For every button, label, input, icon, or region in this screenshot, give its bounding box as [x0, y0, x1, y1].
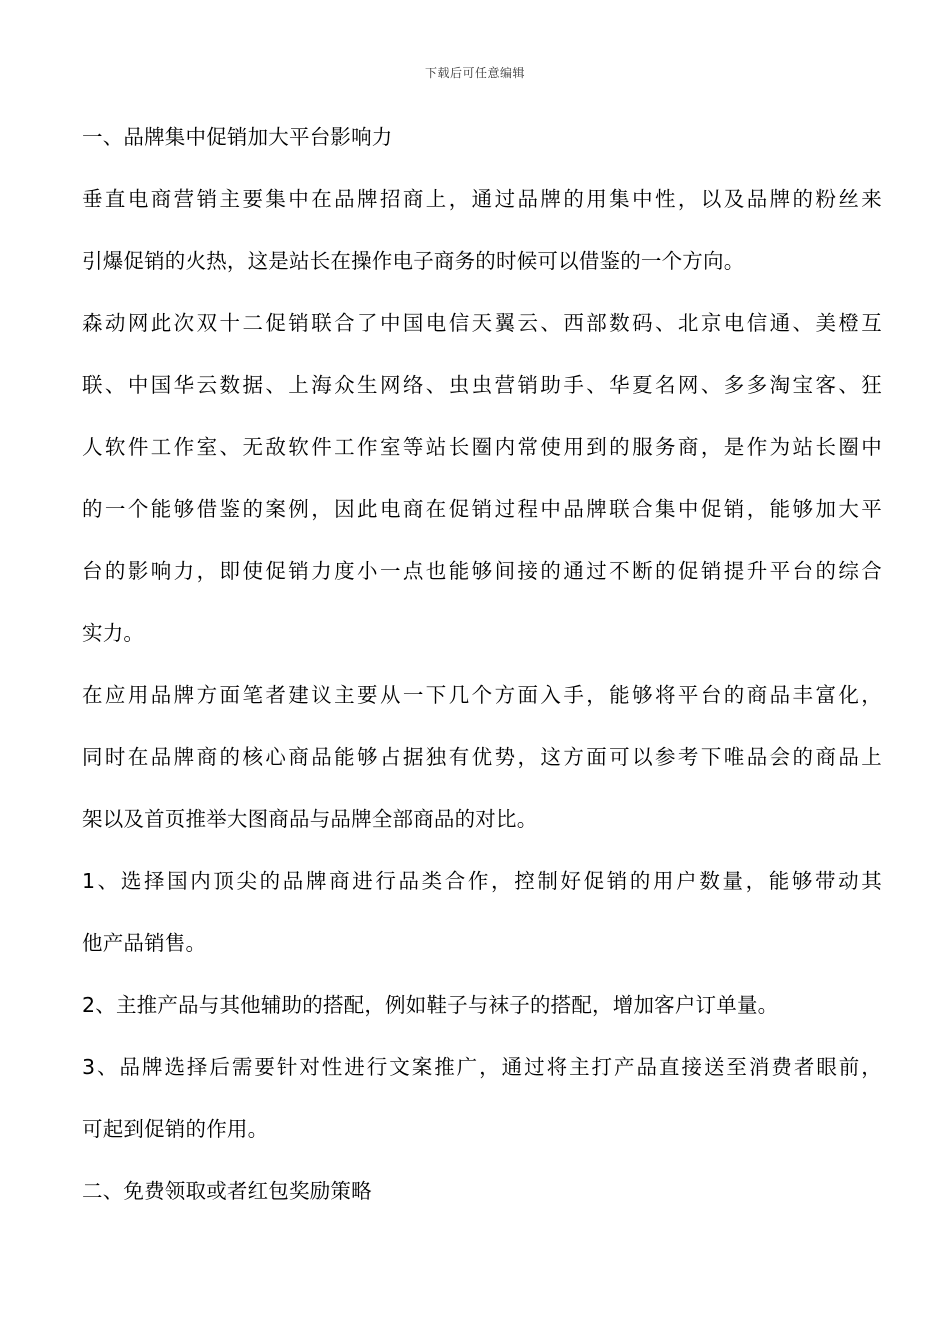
- paragraph-line: 实力。: [82, 621, 145, 645]
- list-item-1-line: 1、选择国内顶尖的品牌商进行品类合作，控制好促销的用户数量，能够带动其: [82, 869, 882, 893]
- paragraph-line: 联、中国华云数据、上海众生网络、虫虫营销助手、华夏名网、多多淘宝客、狂: [82, 373, 882, 397]
- paragraph-line: 的一个能够借鉴的案例，因此电商在促销过程中品牌联合集中促销，能够加大平: [82, 497, 882, 521]
- section-heading-2: 二、免费领取或者红包奖励策略: [82, 1179, 372, 1203]
- paragraph-line: 人软件工作室、无敌软件工作室等站长圈内常使用到的服务商，是作为站长圈中: [82, 435, 882, 459]
- paragraph-line: 同时在品牌商的核心商品能够占据独有优势，这方面可以参考下唯品会的商品上: [82, 745, 882, 769]
- paragraph-line: 台的影响力，即使促销力度小一点也能够间接的通过不断的促销提升平台的综合: [82, 559, 882, 583]
- paragraph-line: 架以及首页推举大图商品与品牌全部商品的对比。: [82, 807, 538, 831]
- page-header: 下载后可任意编辑: [424, 66, 525, 80]
- list-item-3-line: 可起到促销的作用。: [82, 1117, 269, 1141]
- paragraph-line: 森动网此次双十二促销联合了中国电信天翼云、西部数码、北京电信通、美橙互: [82, 311, 882, 335]
- list-item-3-line: 3、品牌选择后需要针对性进行文案推广，通过将主打产品直接送至消费者眼前，: [82, 1055, 882, 1079]
- list-item-2-line: 2、主推产品与其他辅助的搭配，例如鞋子与袜子的搭配，增加客户订单量。: [82, 993, 779, 1017]
- list-item-1-line: 他产品销售。: [82, 931, 207, 955]
- paragraph-line: 引爆促销的火热，这是站长在操作电子商务的时候可以借鉴的一个方向。: [82, 249, 745, 273]
- paragraph-line: 垂直电商营销主要集中在品牌招商上，通过品牌的用集中性，以及品牌的粉丝来: [82, 187, 882, 211]
- document-body: [82, 119, 882, 1235]
- paragraph-line: 在应用品牌方面笔者建议主要从一下几个方面入手，能够将平台的商品丰富化，: [82, 683, 882, 707]
- section-heading-1: 一、品牌集中促销加大平台影响力: [82, 125, 393, 149]
